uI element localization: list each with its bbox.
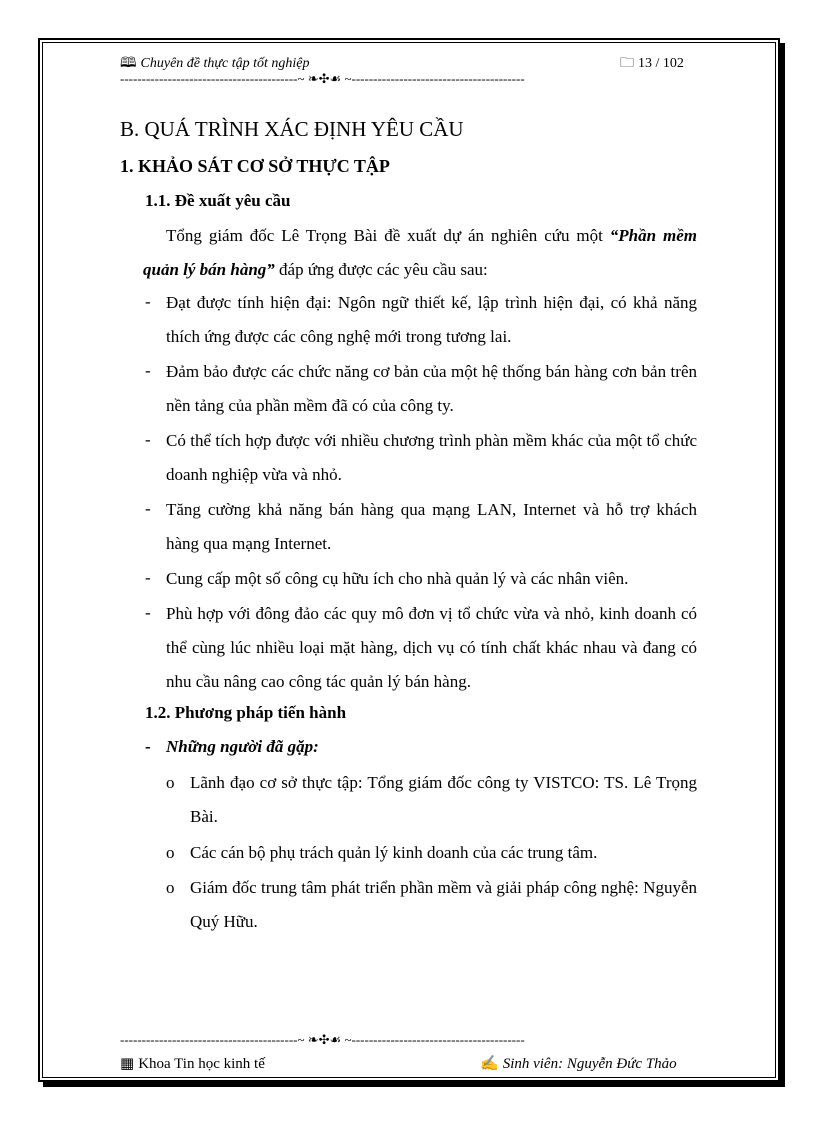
bullet-mark: - <box>145 737 151 756</box>
bullet-mark: - <box>145 499 151 518</box>
requirement-item: Có thể tích hợp được với nhiều chương trình phàn mềm khác của một tổ chức doanh nghiệp vừa và nhỏ. <box>166 431 697 484</box>
person-item: Các cán bộ phụ trách quản lý kinh doanh của các trung tâm. <box>190 843 598 862</box>
person-item: Giám đốc trung tâm phát triển phần mềm và giải pháp công nghệ: Nguyễn Quý Hữu. <box>190 878 697 931</box>
intro-text-after: đáp ứng được các yêu cầu sau: <box>274 260 488 279</box>
sub-bullet-mark: o <box>166 878 175 897</box>
footer-student <box>480 1054 677 1073</box>
footer-faculty <box>120 1054 265 1073</box>
requirement-item: Cung cấp một số công cụ hữu ích cho nhà quản lý và các nhân viên. <box>166 569 629 588</box>
sub-bullet-mark: o <box>166 773 175 792</box>
requirement-item: Đảm bảo được các chức năng cơ bản của một hệ thống bán hàng cơn bản trên nền tảng của phần mềm đã có của công ty. <box>166 362 697 415</box>
intro-emphasis: “Phần mềm quản lý bán hàng” <box>143 226 697 279</box>
intro-text-before: Tổng giám đốc Lê Trọng Bài đề xuất dự án nghiên cứu một <box>166 226 610 245</box>
footer-faculty-text: Khoa Tin học kinh tế <box>138 1056 265 1072</box>
requirement-item: Phù hợp với đông đảo các quy mô đơn vị tổ chức vừa và nhỏ, kinh doanh có thể cùng lúc nhiều loại mặt hàng, dịch vụ có tính chất khác nhau và đang có nhu cầu nâng cao công tác quản lý bán hàng. <box>166 604 697 691</box>
people-met-heading: Những người đã gặp: <box>166 737 319 756</box>
section-heading-1: 1. KHẢO SÁT CƠ SỞ THỰC TẬP <box>120 156 390 176</box>
person-item: Lãnh đạo cơ sở thực tập: Tổng giám đốc công ty VISTCO: TS. Lê Trọng Bài. <box>190 773 697 826</box>
sub-bullet-mark: o <box>166 843 175 862</box>
building-icon: ▦ <box>120 1056 135 1072</box>
bullet-mark: - <box>145 361 151 380</box>
header-title-text: Chuyên đề thực tập tốt nghiệp <box>140 56 310 71</box>
section-heading-b: B. QUÁ TRÌNH XÁC ĐỊNH YÊU CẦU <box>120 117 464 141</box>
section-heading-1-1: 1.1. Đề xuất yêu cầu <box>145 191 291 210</box>
footer-separator: -----------------------------------------~ ❧✣☙ ~---------------------------------------- <box>120 1032 525 1047</box>
bullet-mark: - <box>145 292 151 311</box>
bullet-mark: - <box>145 568 151 587</box>
header-separator: -----------------------------------------~ ❧✣☙ ~---------------------------------------- <box>120 71 525 86</box>
folder-icon: 🗀 <box>620 56 634 71</box>
section-heading-1-2: 1.2. Phương pháp tiến hành <box>145 703 347 722</box>
requirement-item: Tăng cường khả năng bán hàng qua mạng LAN, Internet và hỗ trợ khách hàng qua mạng Internet. <box>166 500 697 553</box>
book-icon: 🕮 <box>120 56 137 71</box>
page-number: 13 / 102 <box>638 56 684 71</box>
bullet-mark: - <box>145 603 151 622</box>
requirement-item: Đạt được tính hiện đại: Ngôn ngữ thiết kế, lập trình hiện đại, có khả năng thích ứng được các công nghệ mới trong tương lai. <box>166 293 697 346</box>
intro-paragraph <box>143 219 697 287</box>
bullet-mark: - <box>145 430 151 449</box>
pen-icon: ✍ <box>480 1056 499 1072</box>
footer-student-text: Sinh viên: Nguyễn Đức Thảo <box>502 1056 677 1072</box>
